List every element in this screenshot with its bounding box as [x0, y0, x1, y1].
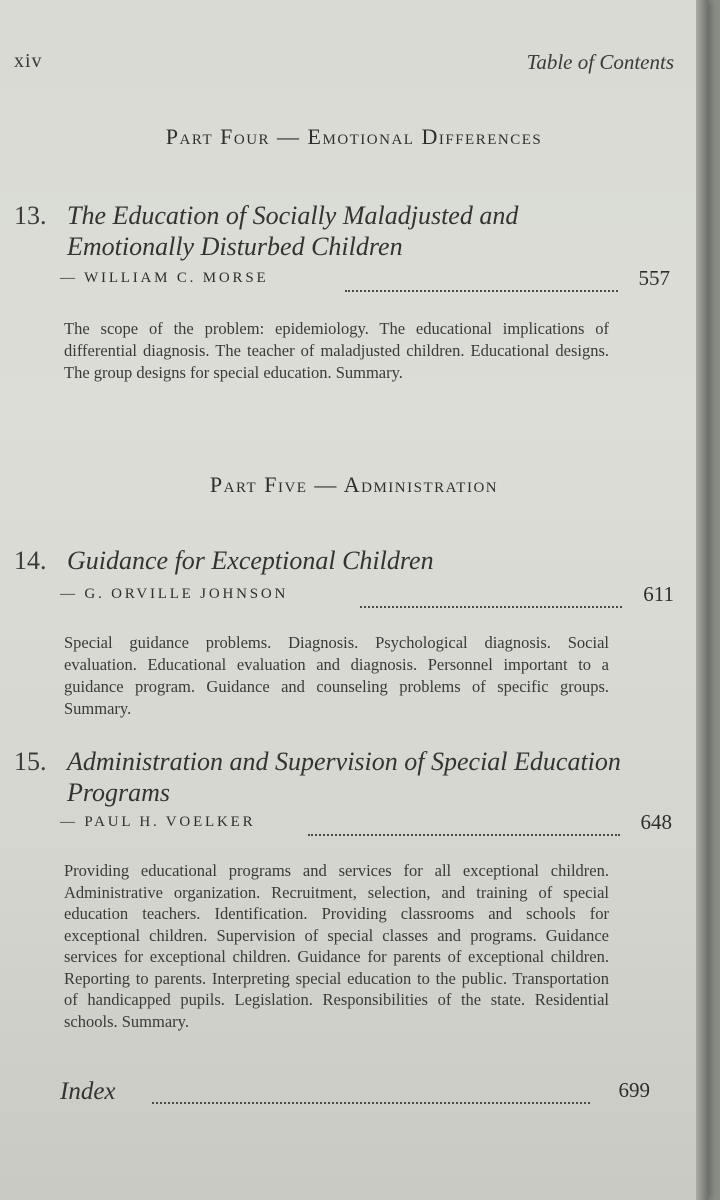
chapter-summary: Special guidance problems. Diagnosis. Psychological diagnosis. Social evaluation. Educational evaluation and diagnosis. Personnel important to a guidance program. Guidance and counseling problems of specific groups. Summary. — [64, 633, 609, 718]
dot-leader — [152, 1078, 590, 1104]
author-row — [60, 582, 674, 612]
dot-leader — [345, 266, 618, 292]
running-head-title: Table of Contents — [526, 50, 674, 74]
page-folio: xiv — [14, 50, 43, 72]
index-label: Index — [60, 1078, 116, 1105]
chapter-number: 14. — [14, 546, 47, 575]
page-edge-shadow — [696, 0, 708, 1200]
chapter-number: 13. — [14, 201, 47, 230]
chapter-summary: The scope of the problem: epidemiology. The educational implications of differential diagnosis. The teacher of maladjusted children. Educational designs. The group designs for special education. Summary. — [64, 319, 609, 382]
running-head — [14, 48, 674, 78]
chapter-author: — PAUL H. VOELKER — [60, 814, 256, 830]
author-row — [60, 266, 670, 296]
chapter-summary: Providing educational programs and services for all exceptional children. Administrative organization. Recruitment, selection, and training of special education teachers. Identification. Providing classrooms and schools for exceptional children. Supervision of special classes and programs. Guidance services for exceptional children. Guidance for parents of exceptional children. Reporting to parents. Interpreting special education to the public. Transportation of handicapped pupils. Legislation. Responsibilities of the state. Residential schools. Summary. — [64, 861, 609, 1031]
chapter-14-entry — [14, 545, 674, 720]
chapter-title: Guidance for Exceptional Children — [67, 546, 434, 575]
chapter-author: — WILLIAM C. MORSE — [60, 270, 269, 286]
dot-leader — [360, 582, 622, 608]
index-entry — [60, 1078, 650, 1112]
chapter-title-row — [14, 545, 664, 576]
chapter-page-number: 611 — [643, 582, 674, 606]
chapter-title: The Education of Socially Maladjusted and Emotionally Disturbed Children — [67, 201, 519, 261]
chapter-author: — G. ORVILLE JOHNSON — [60, 586, 289, 602]
part-four-heading: Part Four — Emotional Differences — [165, 124, 543, 149]
chapter-page-number: 557 — [638, 266, 670, 290]
chapter-title-row — [14, 746, 664, 808]
chapter-page-number: 648 — [640, 810, 672, 834]
author-row — [60, 810, 672, 840]
chapter-title: Administration and Supervision of Special Education Programs — [67, 747, 621, 807]
chapter-title-row — [14, 200, 664, 262]
dot-leader — [308, 810, 620, 836]
chapter-15-entry — [14, 746, 672, 1032]
chapter-13-entry — [14, 200, 670, 384]
index-page-number: 699 — [618, 1078, 650, 1102]
chapter-number: 15. — [14, 747, 47, 776]
part-five-heading: Part Five — Administration — [209, 472, 499, 497]
